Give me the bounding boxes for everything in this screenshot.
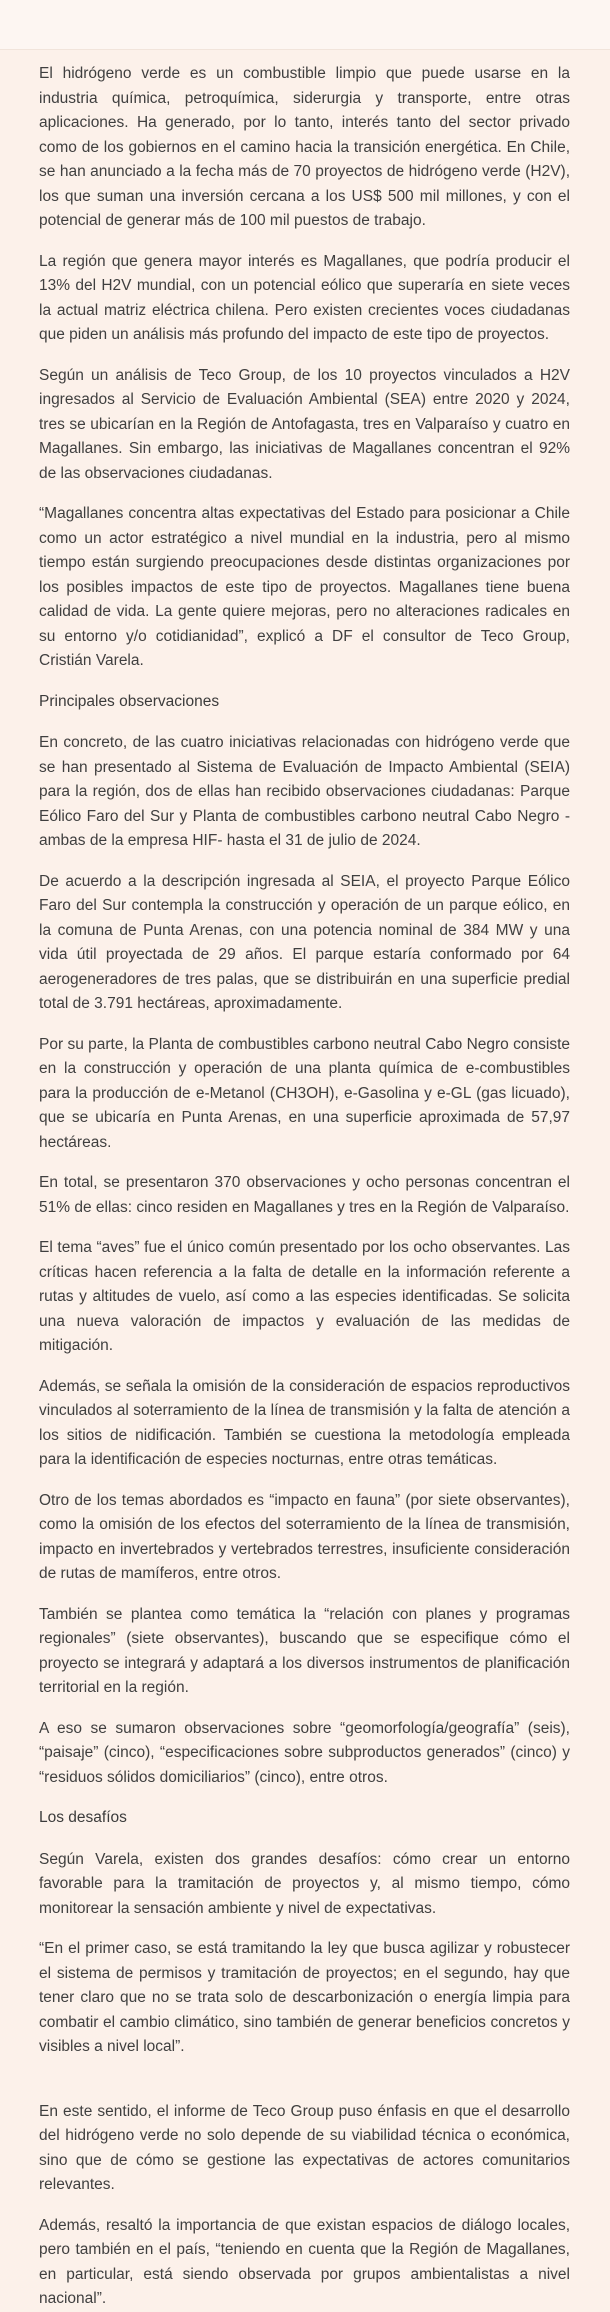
article-paragraph: También se plantea como temática la “relación con planes y programas regionales” (siete observantes), buscando que se especifique cómo el proyecto se integrará y adaptará a los diversos instrumentos de planificación territorial en la región.	[39, 1605, 570, 1696]
article-paragraph: Por su parte, la Planta de combustibles carbono neutral Cabo Negro consiste en la construcción y operación de una planta química de e-combustibles para la producción de e-Metanol (CH3OH), e-Gasolina y e-GL (gas licuado), que se ubicaría en Punta Arenas, en una superficie aproximada de 57,97 hectáreas.	[39, 1035, 570, 1151]
top-strip	[0, 0, 610, 50]
article-paragraph: “En el primer caso, se está tramitando la ley que busca agilizar y robustecer el sistema de permisos y tramitación de proyectos; en el segundo, hay que tener claro que no se trata solo de descarbonización o energía limpia para combatir el cambio climático, sino también de generar beneficios concretos y visibles a nivel local”.	[39, 1940, 570, 2055]
article-paragraph: Según un análisis de Teco Group, de los 10 proyectos vinculados a H2V ingresados al Servicio de Evaluación Ambiental (SEA) entre 2020 y 2024, tres se ubicarían en la Región de Antofagasta, tres en Valparaíso y cuatro en Magallanes. Sin embargo, las iniciativas de Magallanes concentran el 92% de las observaciones ciudadanas.	[39, 366, 570, 482]
section-heading: Principales observaciones	[39, 692, 220, 710]
article-paragraph: El hidrógeno verde es un combustible limpio que puede usarse en la industria química, petroquímica, siderurgia y transporte, entre otras aplicaciones. Ha generado, por lo tanto, interés tanto del sector privado como de los gobiernos en el camino hacia la transición energética. En Chile, se han anunciado a la fecha más de 70 proyectos de hidrógeno verde (H2V), los que suman una inversión cercana a los US$ 500 mil millones, y con el potencial de generar más de 100 mil puestos de trabajo.	[39, 65, 570, 229]
article-paragraph: A eso se sumaron observaciones sobre “geomorfología/geografía” (seis), “paisaje” (cinco), “especificaciones sobre subproductos generados” (cinco) y “residuos sólidos domiciliarios” (cinco), entre otros.	[39, 1719, 570, 1786]
article-paragraph: En concreto, de las cuatro iniciativas relacionadas con hidrógeno verde que se han presentado al Sistema de Evaluación de Impacto Ambiental (SEIA) para la región, dos de ellas han recibido observaciones ciudadanas: Parque Eólico Faro del Sur y Planta de combustibles carbono neutral Cabo Negro -ambas de la empresa HIF- hasta el 31 de julio de 2024.	[39, 734, 570, 849]
article-paragraph: En total, se presentaron 370 observaciones y ocho personas concentran el 51% de ellas: cinco residen en Magallanes y tres en la Región de Valparaíso.	[39, 1174, 570, 1216]
article-paragraph: El tema “aves” fue el único común presentado por los ocho observantes. Las críticas hacen referencia a la falta de detalle en la información referente a rutas y altitudes de vuelo, así como a las especies identificadas. Se solicita una nueva valoración de impactos y evaluación de las medidas de mitigación.	[39, 1239, 570, 1354]
article-paragraph: Además, se señala la omisión de la consideración de espacios reproductivos vinculados al soterramiento de la línea de transmisión y la falta de atención a los sitios de nidificación. También se cuestiona la metodología empleada para la identificación de especies nocturnas, entre otras temáticas.	[39, 1377, 570, 1468]
article-paragraph: Además, resaltó la importancia de que existan espacios de diálogo locales, pero también en el país, “teniendo en cuenta que la Región de Magallanes, en particular, está siendo observada por grupos ambientalistas a nivel nacional”.	[39, 2216, 570, 2307]
article-paragraph: Otro de los temas abordados es “impacto en fauna” (por siete observantes), como la omisión de los efectos del soterramiento de la línea de transmisión, impacto en invertebrados y vertebrados terrestres, insuficiente consideración de rutas de mamíferos, entre otros.	[39, 1491, 570, 1582]
article-paragraph: “Magallanes concentra altas expectativas del Estado para posicionar a Chile como un actor estratégico a nivel mundial en la industria, pero al mismo tiempo están surgiendo preocupaciones desde distintas organizaciones por los posibles impactos de este tipo de proyectos. Magallanes tiene buena calidad de vida. La gente quiere mejoras, pero no alteraciones radicales en su entorno y/o cotidianidad”, explicó a DF el consultor de Teco Group, Cristián Varela.	[39, 505, 570, 669]
article-body	[0, 50, 610, 2312]
section-heading: Los desafíos	[39, 1809, 127, 1826]
article-paragraph: De acuerdo a la descripción ingresada al SEIA, el proyecto Parque Eólico Faro del Sur contempla la construcción y operación de un parque eólico, en la comuna de Punta Arenas, con una potencia nominal de 384 MW y una vida útil proyectada de 29 años. El parque estaría conformado por 64 aerogeneradores de tres palas, que se distribuirán en una superficie predial total de 3.791 hectáreas, aproximadamente.	[39, 872, 570, 1012]
article-paragraph: Según Varela, existen dos grandes desafíos: cómo crear un entorno favorable para la tramitación de proyectos y, al mismo tiempo, cómo monitorear la sensación ambiente y nivel de expectativas.	[39, 1850, 570, 1917]
article-paragraph: La región que genera mayor interés es Magallanes, que podría producir el 13% del H2V mundial, con un potencial eólico que superaría en siete veces la actual matriz eléctrica chilena. Pero existen crecientes voces ciudadanas que piden un análisis más profundo del impacto de este tipo de proyectos.	[39, 252, 570, 343]
article-paragraph: En este sentido, el informe de Teco Group puso énfasis en que el desarrollo del hidrógeno verde no solo depende de su viabilidad técnica o económica, sino que de cómo se gestione las expectativas de actores comunitarios relevantes.	[39, 2102, 570, 2193]
